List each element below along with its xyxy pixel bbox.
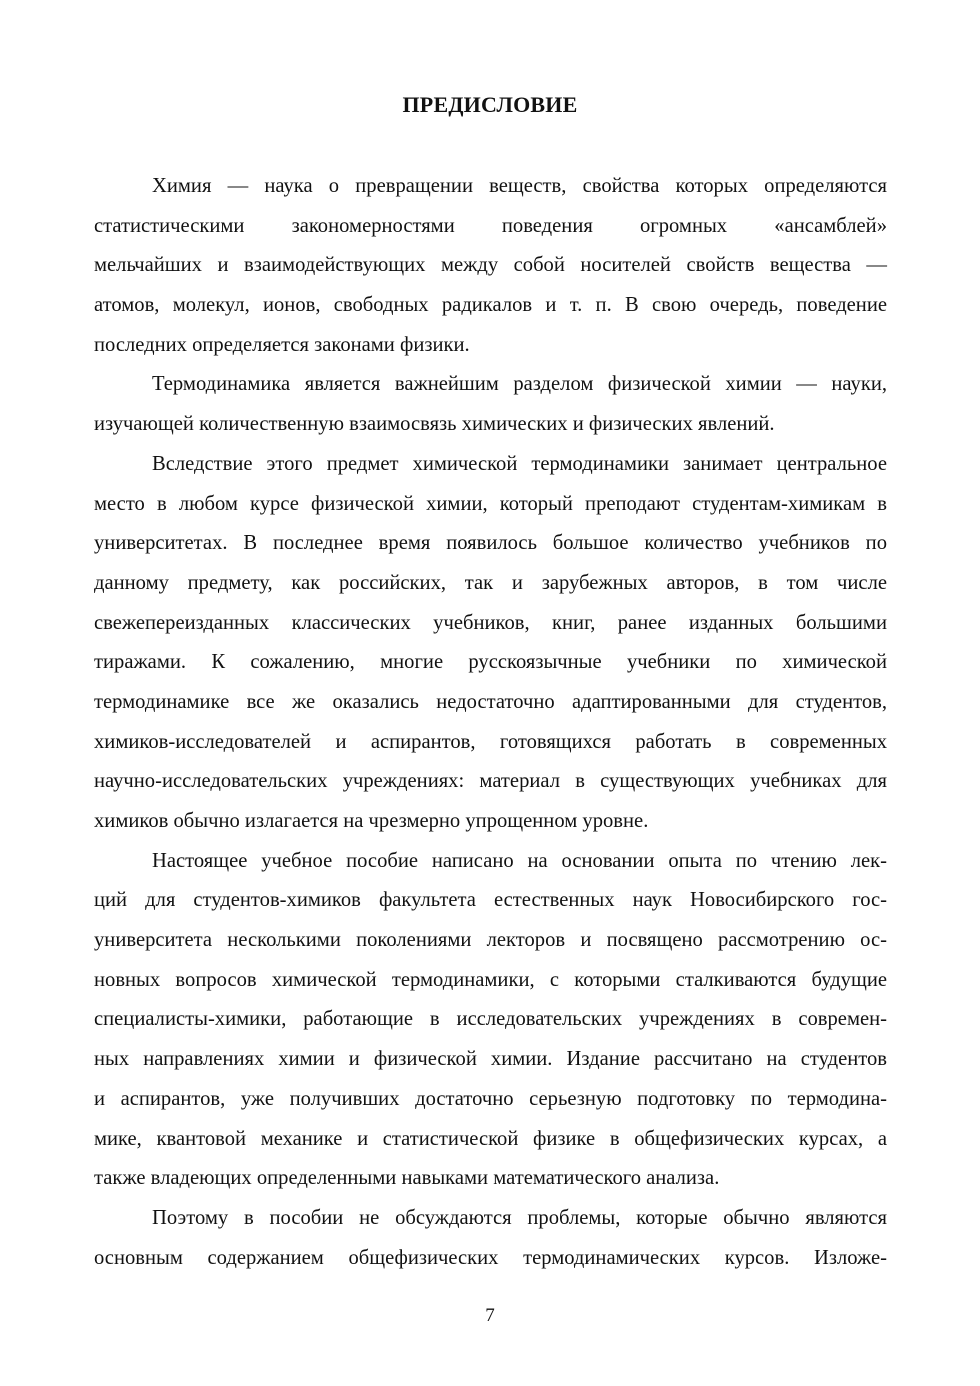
page-number: 7: [485, 1305, 495, 1326]
page-title: ПРЕДИСЛОВИЕ: [402, 92, 578, 117]
text-line: основным содержанием общефизических термодинамических курсов. Изложе-: [94, 1246, 887, 1269]
text-line: университетах. В последнее время появилось большое количество учебников по: [94, 532, 887, 555]
text-line: Термодинамика является важнейшим разделом физической химии — науки,: [152, 373, 887, 396]
text-line: химиков обычно излагается на чрезмерно упрощенном уровне.: [94, 810, 649, 832]
text-line: атомов, молекул, ионов, свободных радикалов и т. п. В свою очередь, поведение: [94, 294, 887, 317]
text-line: ных направлениях химии и физической химии. Издание рассчитано на студентов: [94, 1048, 887, 1071]
text-line: свежепереизданных классических учебников, книг, ранее изданных большими: [94, 611, 887, 634]
text-line: мике, квантовой механике и статистической физике в общефизических курсах, а: [94, 1127, 887, 1150]
text-line: тиражами. К сожалению, многие русскоязычные учебники по химической: [94, 651, 887, 674]
text-line: новных вопросов химической термодинамики, с которыми сталкиваются будущие: [94, 968, 887, 991]
text-line: и аспирантов, уже получивших достаточно серьезную подготовку по термодина-: [94, 1087, 887, 1110]
text-line: последних определяется законами физики.: [94, 333, 470, 356]
paragraph: [94, 842, 887, 1199]
text-line: научно-исследовательских учреждениях: материал в существующих учебниках для: [94, 770, 887, 793]
text-line: Поэтому в пособии не обсуждаются проблемы, которые обычно являются: [152, 1206, 887, 1229]
text-line: данному предмету, как российских, так и зарубежных авторов, в том числе: [94, 571, 887, 594]
paragraph: [94, 365, 887, 444]
text-line: изучающей количественную взаимосвязь химических и физических явлений.: [94, 413, 775, 436]
body-text: [94, 167, 887, 1278]
text-line: ций для студентов-химиков факультета естественных наук Новосибирского гос-: [94, 889, 887, 912]
text-line: университета несколькими поколениями лекторов и посвящено рассмотрению ос-: [94, 929, 887, 952]
paragraph: [94, 1199, 887, 1278]
text-line: Вследствие этого предмет химической термодинамики занимает центральное: [152, 452, 887, 475]
text-line: мельчайших и взаимодействующих между собой носителей свойств вещества —: [94, 254, 887, 277]
text-line: также владеющих определенными навыками математического анализа.: [94, 1167, 720, 1190]
text-line: место в любом курсе физической химии, который преподают студентам-химикам в: [94, 492, 887, 515]
text-line: Химия — наука о превращении веществ, свойства которых определяются: [152, 175, 887, 197]
paragraph: [94, 167, 887, 365]
text-line: Настоящее учебное пособие написано на основании опыта по чтению лек-: [152, 849, 887, 872]
text-line: термодинамике все же оказались недостаточно адаптированными для студентов,: [94, 690, 887, 713]
paragraph: [94, 445, 887, 842]
text-line: статистическими закономерностями поведения огромных «ансамблей»: [94, 214, 887, 237]
text-line: специалисты-химики, работающие в исследовательских учреждениях в современ-: [94, 1008, 887, 1031]
text-line: химиков-исследователей и аспирантов, готовящихся работать в современных: [94, 730, 887, 753]
